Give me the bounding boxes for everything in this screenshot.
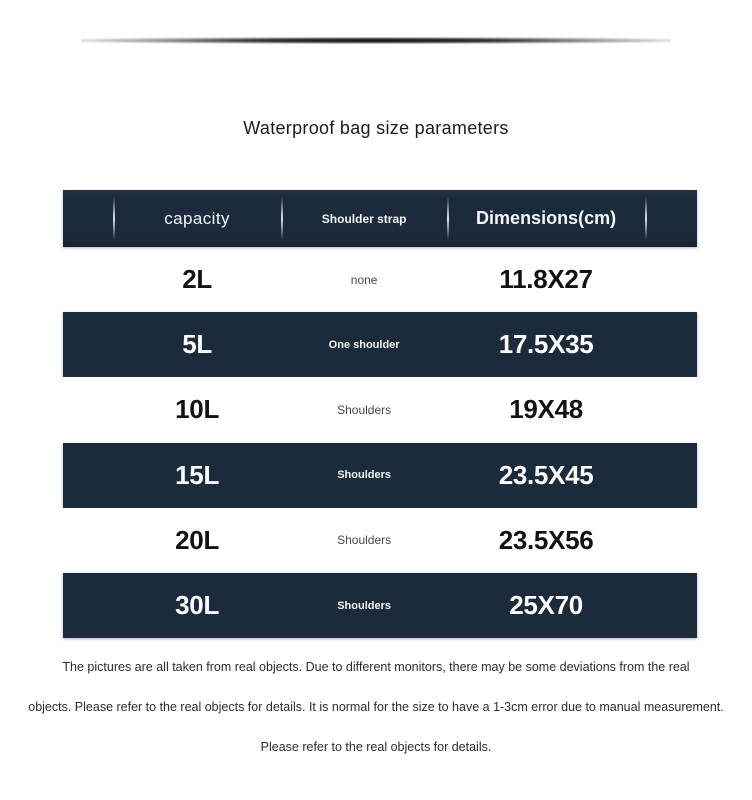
strap-cell: none (350, 272, 378, 287)
decorative-divider-line (81, 37, 671, 44)
strap-cell: Shoulders (337, 599, 392, 612)
capacity-cell: 10L (175, 394, 220, 425)
dimensions-cell: 17.5X35 (498, 329, 594, 360)
table-row-15l (63, 443, 697, 508)
size-table (63, 190, 697, 638)
header-shoulder-strap: Shoulder strap (321, 211, 407, 226)
dimensions-cell: 23.5X45 (498, 459, 594, 490)
column-divider (113, 197, 115, 240)
capacity-cell: 30L (175, 590, 220, 621)
table-header-row (63, 190, 697, 247)
strap-cell: Shoulders (337, 402, 392, 417)
strap-cell: Shoulders (337, 533, 392, 548)
disclaimer-line-1: The pictures are all taken from real objects. Due to different monitors, there may be some deviations from the real (62, 660, 690, 674)
column-divider (447, 197, 449, 240)
disclaimer (0, 659, 752, 755)
table-row-30l (63, 573, 697, 638)
table-row-5l (63, 312, 697, 377)
column-divider (645, 197, 647, 240)
page-title: Waterproof bag size parameters (243, 118, 509, 138)
table-row-20l (63, 508, 697, 573)
strap-cell: Shoulders (337, 469, 392, 482)
dimensions-cell: 11.8X27 (499, 264, 593, 295)
dimensions-cell: 19X48 (509, 394, 583, 425)
capacity-cell: 2L (182, 264, 212, 295)
dimensions-cell: 23.5X56 (498, 524, 594, 555)
disclaimer-line-2: objects. Please refer to the real objects for details. It is normal for the size to have a 1-3cm error due to manual measurement. (28, 700, 724, 714)
strap-cell: One shoulder (328, 338, 400, 351)
capacity-cell: 15L (175, 459, 220, 490)
capacity-cell: 20L (175, 524, 220, 555)
header-capacity: capacity (164, 208, 230, 228)
header-dimensions: Dimensions(cm) (476, 208, 617, 228)
column-divider (281, 197, 283, 240)
capacity-cell: 5L (182, 329, 212, 360)
table-row-2l (63, 247, 697, 312)
table-row-10l (63, 377, 697, 442)
disclaimer-line-3: Please refer to the real objects for details. (260, 740, 492, 754)
dimensions-cell: 25X70 (509, 590, 583, 621)
